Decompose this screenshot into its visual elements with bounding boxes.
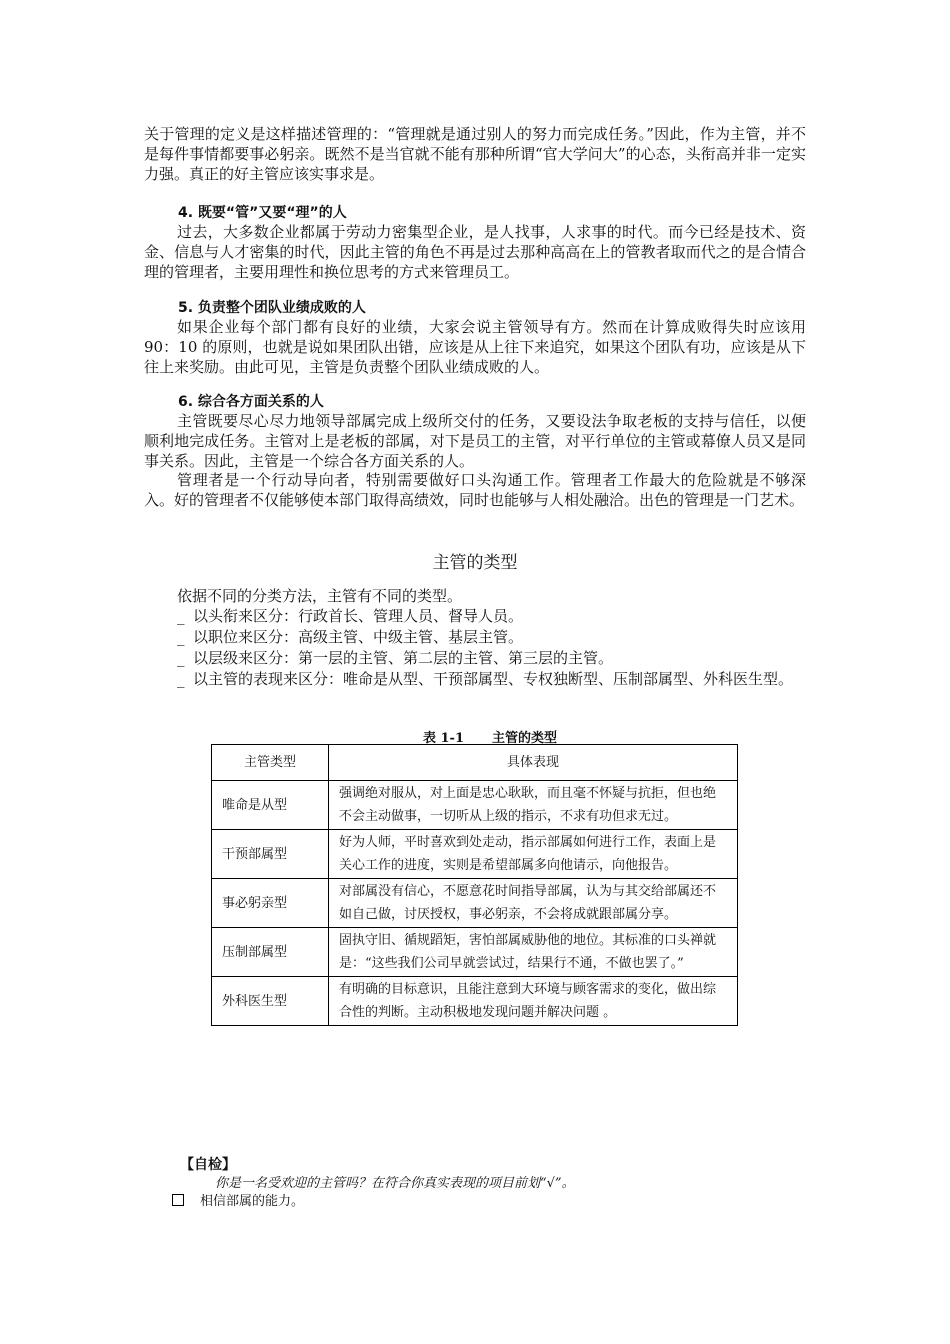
bullet-mark: _ [177, 649, 185, 667]
bullet-item: _ 以层级来区分：第一层的主管、第二层的主管、第三层的主管。 [177, 649, 614, 667]
types-intro: 依据不同的分类方法，主管有不同的类型。 [177, 587, 463, 605]
table-row [212, 830, 738, 879]
table-cell-type: 唯命是从型 [212, 781, 329, 830]
checkbox-icon[interactable] [172, 1194, 184, 1206]
table-cell-desc: 好为人师，平时喜欢到处走动，指示部属如何进行工作，表面上是关心工作的进度，实则是希望部属多向他请示，向他报告。 [329, 830, 738, 879]
table-cell-desc: 对部属没有信心，不愿意花时间指导部属，认为与其交给部属还不如自己做，讨厌授权，事必躬亲，不会将成就跟部属分享。 [329, 879, 738, 928]
bullet-mark: _ [177, 628, 185, 646]
bullet-item: _ 以头衔来区分：行政首长、管理人员、督导人员。 [177, 607, 524, 625]
table-cell-type: 外科医生型 [212, 977, 329, 1026]
section-heading-6: 6. 综合各方面关系的人 [178, 394, 324, 410]
self-check-title: 【自检】 [180, 1157, 236, 1173]
table-header-type: 主管类型 [212, 745, 329, 781]
section-heading-4: 4. 既要“管”又要“理”的人 [178, 205, 347, 221]
table-cell-desc: 有明确的目标意识，且能注意到大环境与顾客需求的变化，做出综合性的判断。主动积极地发现问题并解决问题 。 [329, 977, 738, 1026]
table-row [212, 781, 738, 830]
table-caption-title: 主管的类型 [492, 731, 558, 746]
section-paragraph-6: 主管既要尽心尽力地领导部属完成上级所交付的任务，又要设法争取老板的支持与信任，以便顺利地完成任务。主管对上是老板的部属，对下是员工的主管，对平行单位的主管或幕僚人员又是同事关系。因此，主管是一个综合各方面关系的人。 [144, 412, 806, 470]
section-heading-5: 5. 负责整个团队业绩成败的人 [178, 300, 366, 316]
self-check-item-label: 相信部属的能力。 [200, 1194, 305, 1209]
table-cell-type: 干预部属型 [212, 830, 329, 879]
bullet-mark: _ [177, 670, 185, 688]
bullet-item: _ 以主管的表现来区分：唯命是从型、干预部属型、专权独断型、压制部属型、外科医生型。 [177, 670, 794, 688]
table-cell-desc: 固执守旧、循规蹈矩，害怕部属威胁他的地位。其标准的口头禅就是：“这些我们公司早就尝试过，结果行不通，不做也罢了。” [329, 928, 738, 977]
table-cell-type: 压制部属型 [212, 928, 329, 977]
self-check-item [172, 1190, 304, 1209]
manager-types-table [211, 744, 738, 1026]
section-paragraph-4: 过去，大多数企业都属于劳动力密集型企业，是人找事，人求事的时代。而今已经是技术、资金、信息与人才密集的时代，因此主管的角色不再是过去那种高高在上的管教者取而代之的是合情合理的管理者，主要用理性和换位思考的方式来管理员工。 [144, 223, 806, 281]
table-caption-number: 表 1-1 [422, 731, 464, 746]
bullet-mark: _ [177, 607, 185, 625]
section-paragraph-5: 如果企业每个部门都有良好的业绩，大家会说主管领导有方。然而在计算成败得失时应该用 90：10 的原则，也就是说如果团队出错，应该是从上往下来追究，如果这个团队有功，应该是从下往上来奖励。由此可见，主管是负责整个团队业绩成败的人。 [144, 318, 806, 376]
section-paragraph-6b: 管理者是一个行动导向者，特别需要做好口头沟通工作。管理者工作最大的危险就是不够深入。好的管理者不仅能够使本部门取得高绩效，同时也能够与人相处融洽。出色的管理是一门艺术。 [144, 471, 806, 509]
table-row [212, 977, 738, 1026]
table-cell-desc: 强调绝对服从，对上面是忠心耿耿，而且毫不怀疑与抗拒，但也绝不会主动做事，一切听从上级的指示，不求有功但求无过。 [329, 781, 738, 830]
intro-paragraph: 关于管理的定义是这样描述管理的：“管理就是通过别人的努力而完成任务。”因此，作为主管，并不是每件事情都要事必躬亲。既然不是当官就不能有那种所谓“官大学问大”的心态，头衔高并非一定实力强。真正的好主管应该实事求是。 [144, 125, 806, 183]
table-row [212, 879, 738, 928]
bullet-item: _ 以职位来区分：高级主管、中级主管、基层主管。 [177, 628, 524, 646]
table-row [212, 928, 738, 977]
table-cell-type: 事必躬亲型 [212, 879, 329, 928]
table-header-desc: 具体表现 [329, 745, 738, 781]
types-section-title: 主管的类型 [432, 553, 518, 573]
self-check-question: 你是一名受欢迎的主管吗？在符合你真实表现的项目前划“√”。 [215, 1176, 575, 1191]
